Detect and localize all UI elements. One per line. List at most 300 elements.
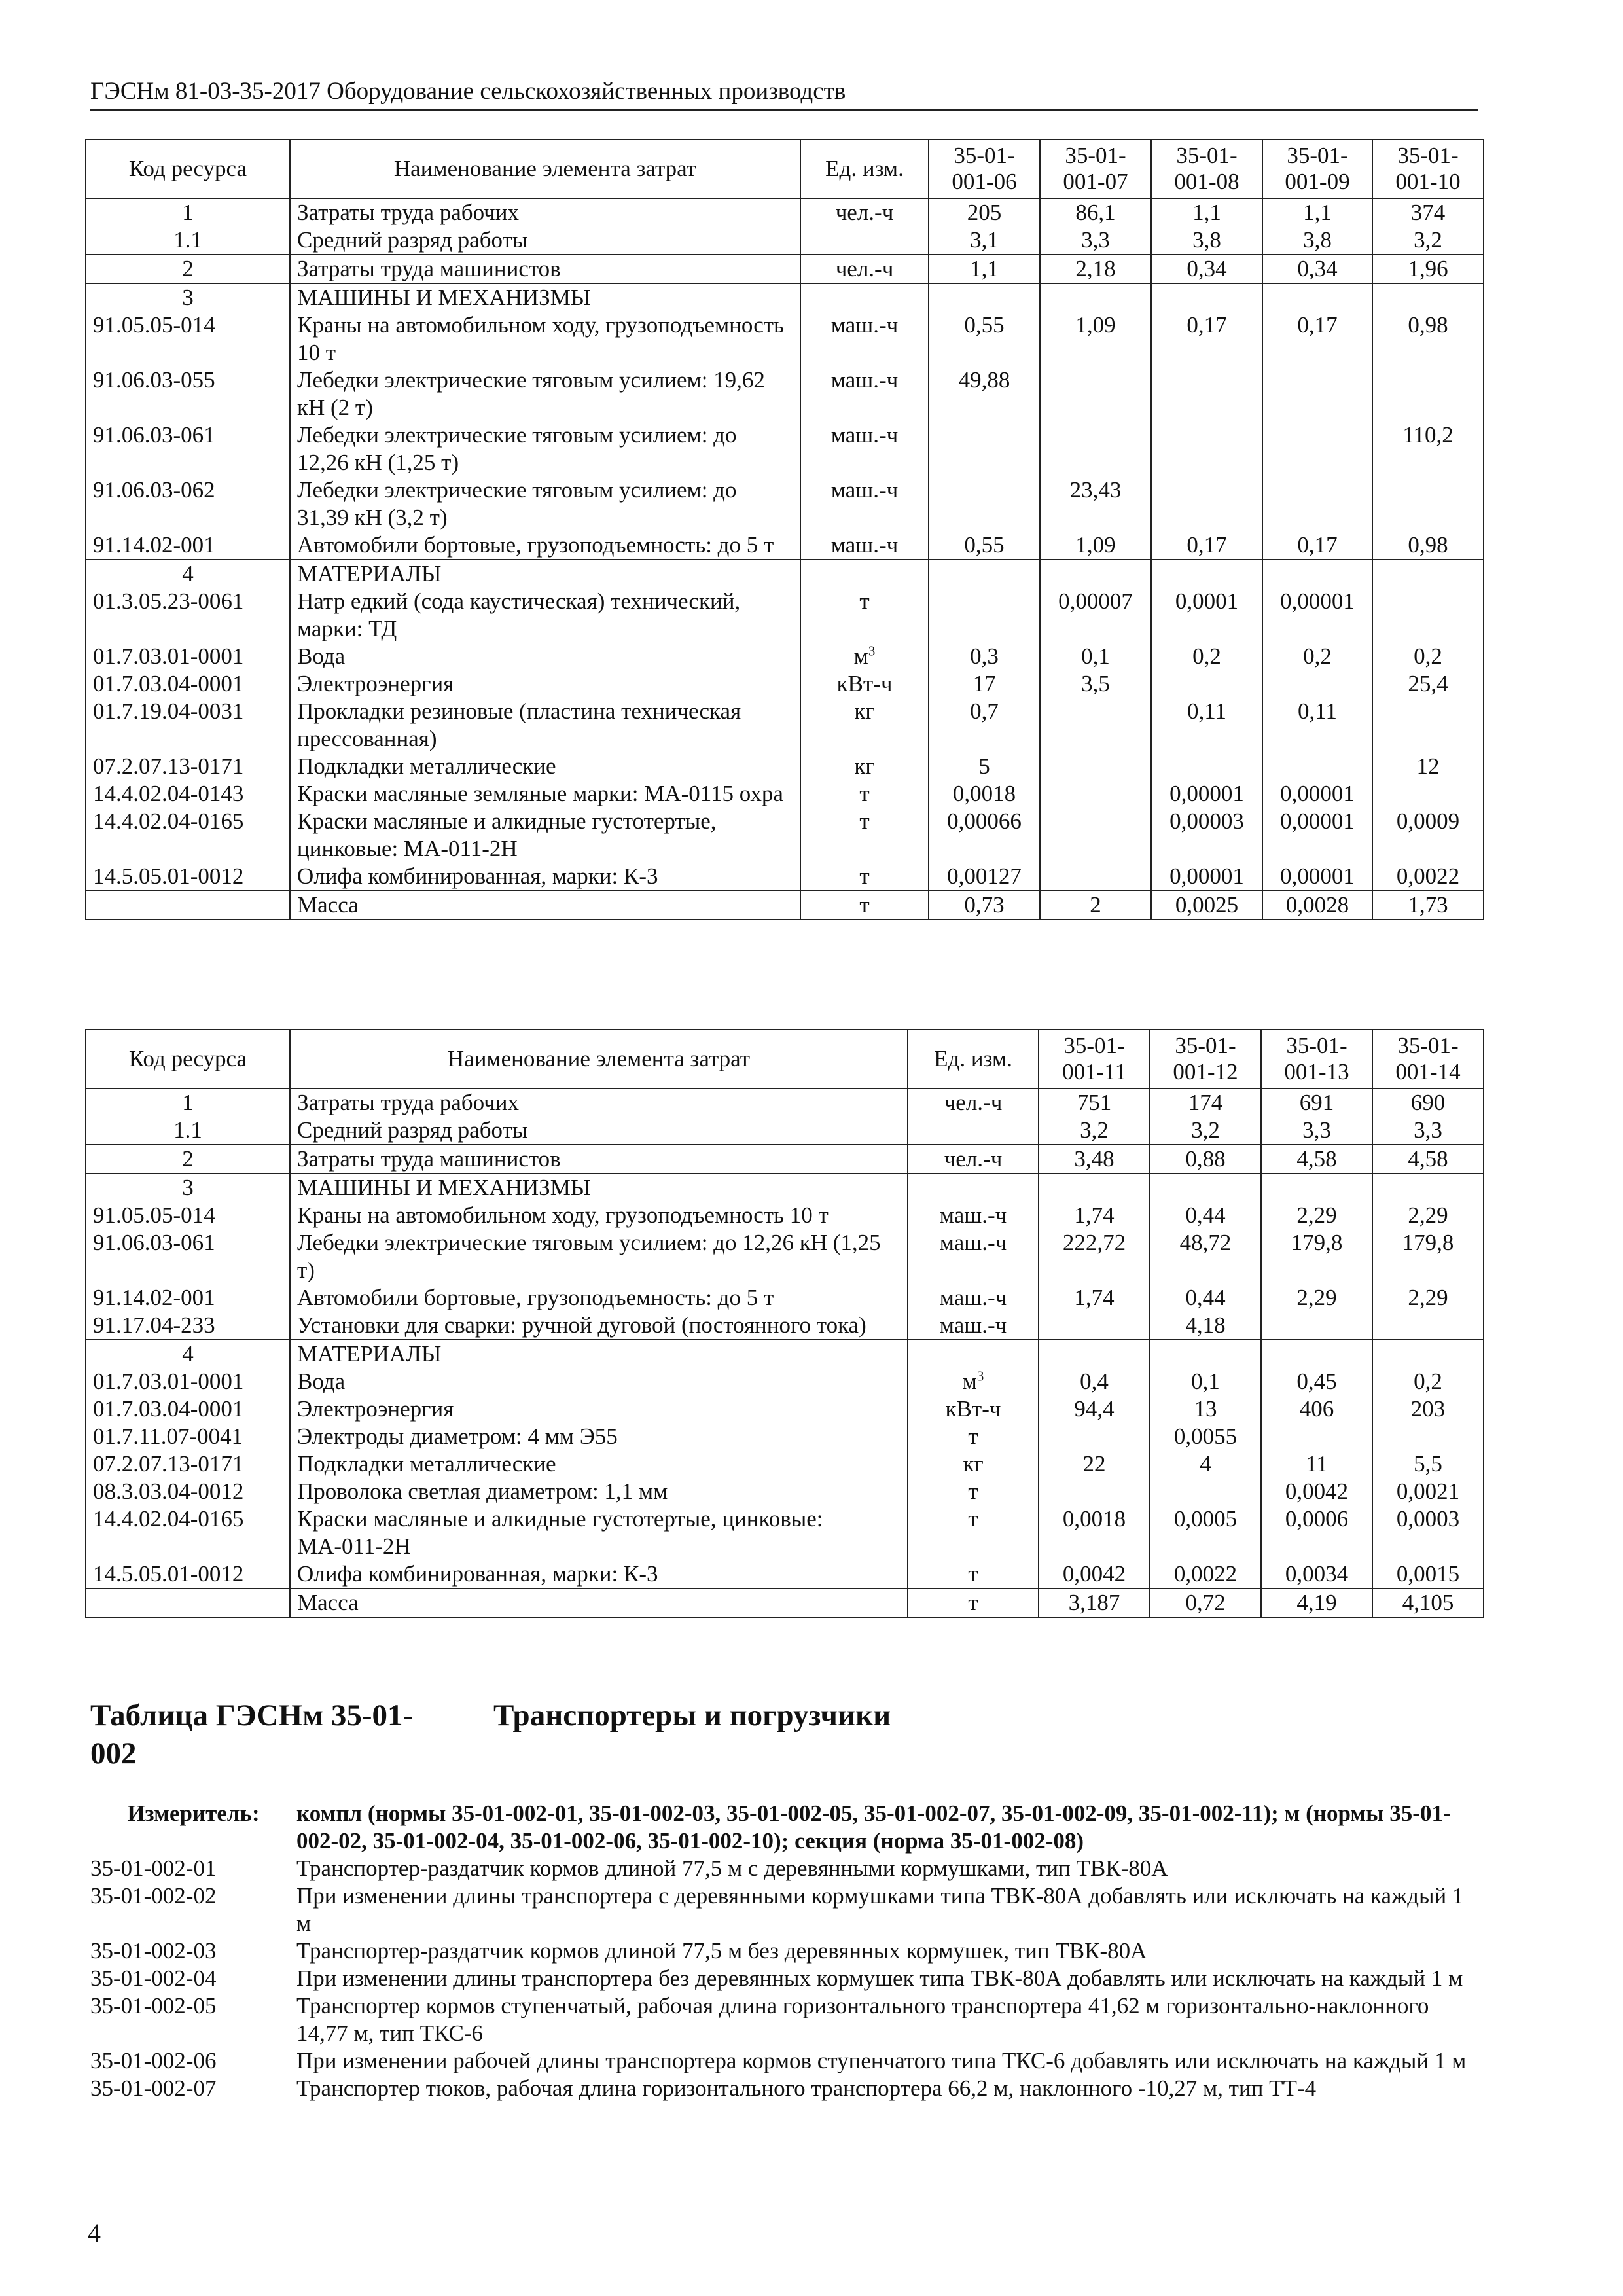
resource-name: Масса <box>290 1588 908 1617</box>
section-table-number: Таблица ГЭСНм 35-01- 002 <box>90 1698 414 1770</box>
norm-value: 751 <box>1039 1088 1150 1117</box>
norm-value: 0,17 <box>1151 312 1262 367</box>
norm-value <box>929 283 1040 312</box>
table-row <box>86 531 1484 560</box>
norm-value: 0,17 <box>1262 312 1372 367</box>
resource-code: 2 <box>86 1145 290 1174</box>
norm-value: 1,1 <box>929 255 1040 283</box>
norm-value: 0,00127 <box>929 863 1040 891</box>
norm-value: 0,00001 <box>1151 780 1262 808</box>
table-row <box>86 1284 1484 1312</box>
table-row <box>86 1588 1484 1617</box>
norm-value <box>1372 283 1484 312</box>
table-row <box>86 1229 1484 1284</box>
norm-value: 0,98 <box>1372 531 1484 560</box>
resource-unit: маш.-ч <box>908 1312 1039 1340</box>
norm-value <box>1040 863 1151 891</box>
norm-value: 3,48 <box>1039 1145 1150 1174</box>
table-row <box>86 1117 1484 1145</box>
measure-text: компл (нормы 35-01-002-01, 35-01-002-03, 35-01-002-05, 35-01-002-07, 35-01-002-09, 35-01-002-11); м (нормы 35-01-002-02, 35-01-002-04, 35-01-002-06, 35-01-002-10); секция (норма 35-01-002-08) <box>296 1801 1451 1854</box>
norm-value <box>1040 698 1151 753</box>
resource-code <box>86 891 290 920</box>
resource-unit: кг <box>800 753 929 780</box>
norm-value <box>929 588 1040 643</box>
norm-value: 1,96 <box>1372 255 1484 283</box>
norm-value: 2,29 <box>1261 1202 1372 1229</box>
norm-value: 0,00001 <box>1262 863 1372 891</box>
table-row <box>86 312 1484 367</box>
norm-value: 3,3 <box>1261 1117 1372 1145</box>
norm-value <box>1151 476 1262 531</box>
norm-value: 17 <box>929 670 1040 698</box>
norm-value: 0,2 <box>1372 643 1484 670</box>
resource-code: 14.4.02.04-0165 <box>86 808 290 863</box>
table-row <box>86 808 1484 863</box>
resource-unit <box>908 1174 1039 1202</box>
norm-code: 35-01-002-03 <box>90 1938 217 1964</box>
resource-name: Затраты труда машинистов <box>290 255 800 283</box>
norm-value <box>1151 422 1262 476</box>
resource-name: Лебедки электрические тяговым усилием: 19,62 кН (2 т) <box>290 367 800 422</box>
header-norm: 35-01- 001-10 <box>1372 139 1484 198</box>
header-code: Код ресурса <box>86 1030 290 1088</box>
norm-value: 0,0006 <box>1261 1505 1372 1560</box>
page-number: 4 <box>88 2218 101 2248</box>
resource-unit <box>908 1117 1039 1145</box>
resource-name: Подкладки металлические <box>290 1450 908 1478</box>
norm-value: 3,8 <box>1151 226 1262 255</box>
table-row <box>86 753 1484 780</box>
norm-description: При изменении рабочей длины транспортера кормов ступенчатого типа ТКС-6 добавлять или исключать на каждый 1 м <box>296 2048 1467 2073</box>
table-row <box>86 1174 1484 1202</box>
norm-code: 35-01-002-07 <box>90 2075 217 2101</box>
resource-name: Краски масляные земляные марки: МА-0115 охра <box>290 780 800 808</box>
norm-value <box>1261 1312 1372 1340</box>
norm-value: 205 <box>929 198 1040 226</box>
norm-value <box>1372 1174 1484 1202</box>
norm-code: 35-01-002-04 <box>90 1965 217 1991</box>
resource-unit: кВт-ч <box>908 1395 1039 1423</box>
norm-value <box>1372 1340 1484 1368</box>
norm-value <box>1039 1312 1150 1340</box>
norm-description: При изменении длины транспортера без деревянных кормушек типа ТВК-80А добавлять или исключать на каждый 1 м <box>296 1965 1463 1991</box>
table-row <box>86 476 1484 531</box>
norm-value: 1,09 <box>1040 312 1151 367</box>
resource-unit: т <box>800 863 929 891</box>
norm-value: 49,88 <box>929 367 1040 422</box>
norm-value: 1,74 <box>1039 1284 1150 1312</box>
header-norm: 35-01- 001-06 <box>929 139 1040 198</box>
resource-unit: $м^3$ <box>800 643 929 670</box>
resource-name: Установки для сварки: ручной дуговой (постоянного тока) <box>290 1312 908 1340</box>
norm-value: 4,58 <box>1372 1145 1484 1174</box>
norm-value: 4,105 <box>1372 1588 1484 1617</box>
norm-value: 0,00001 <box>1262 588 1372 643</box>
resource-code: 07.2.07.13-0171 <box>86 753 290 780</box>
norm-value <box>1040 422 1151 476</box>
norm-value: 0,0034 <box>1261 1560 1372 1588</box>
norm-value: 0,11 <box>1262 698 1372 753</box>
norm-value: 0,2 <box>1262 643 1372 670</box>
resource-code: 3 <box>86 283 290 312</box>
norm-value: 3,3 <box>1040 226 1151 255</box>
norm-value: 1,09 <box>1040 531 1151 560</box>
norm-value: 0,34 <box>1151 255 1262 283</box>
table-row <box>86 1368 1484 1395</box>
norm-value: 0,72 <box>1150 1588 1261 1617</box>
header-norm: 35-01- 001-09 <box>1262 139 1372 198</box>
norm-value <box>929 422 1040 476</box>
norm-value <box>1151 367 1262 422</box>
resource-code: 1 <box>86 198 290 226</box>
resource-unit: маш.-ч <box>908 1229 1039 1284</box>
resource-unit: маш.-ч <box>908 1284 1039 1312</box>
table-row <box>86 863 1484 891</box>
resource-name: Автомобили бортовые, грузоподъемность: до 5 т <box>290 1284 908 1312</box>
norm-value <box>1040 808 1151 863</box>
norm-value: 0,0022 <box>1150 1560 1261 1588</box>
norm-value: 2,29 <box>1372 1202 1484 1229</box>
norm-item <box>90 2075 1478 2102</box>
norm-value <box>1150 1174 1261 1202</box>
table-row <box>86 1505 1484 1560</box>
resource-unit: т <box>908 1478 1039 1505</box>
resource-unit: маш.-ч <box>800 476 929 531</box>
resource-name: Электроды диаметром: 4 мм Э55 <box>290 1423 908 1450</box>
norm-value: 3,2 <box>1039 1117 1150 1145</box>
resource-code: 1 <box>86 1088 290 1117</box>
resource-unit: кг <box>800 698 929 753</box>
norm-description: Транспортер кормов ступенчатый, рабочая длина горизонтального транспортера 41,62 м горизонтально-наклонного 14,77 м, тип ТКС-6 <box>296 1993 1429 2046</box>
norm-value <box>1261 1174 1372 1202</box>
resource-code: 2 <box>86 255 290 283</box>
resource-unit <box>908 1340 1039 1368</box>
table-row <box>86 643 1484 670</box>
norm-value: 0,0003 <box>1372 1505 1484 1560</box>
resource-unit: т <box>908 1423 1039 1450</box>
norm-item <box>90 1965 1478 1992</box>
norm-value <box>1372 698 1484 753</box>
norm-value: 2,29 <box>1372 1284 1484 1312</box>
table-header-row <box>86 139 1484 198</box>
resource-unit: т <box>908 1505 1039 1560</box>
norm-value <box>929 560 1040 588</box>
resource-code: 4 <box>86 1340 290 1368</box>
norm-item <box>90 1882 1478 1937</box>
norm-value <box>1151 753 1262 780</box>
norm-value: 13 <box>1150 1395 1261 1423</box>
norm-value <box>1262 476 1372 531</box>
norm-value <box>1040 753 1151 780</box>
norm-value: 0,17 <box>1262 531 1372 560</box>
norm-value: 5 <box>929 753 1040 780</box>
norm-value: 0,0022 <box>1372 863 1484 891</box>
resource-name: Лебедки электрические тяговым усилием: до 12,26 кН (1,25 т) <box>290 1229 908 1284</box>
norm-value: 0,98 <box>1372 312 1484 367</box>
norm-value <box>1262 670 1372 698</box>
norm-value: 691 <box>1261 1088 1372 1117</box>
norm-value <box>1039 1340 1150 1368</box>
norm-value: 4,18 <box>1150 1312 1261 1340</box>
norm-value: 0,0018 <box>929 780 1040 808</box>
norm-value: 3,3 <box>1372 1117 1484 1145</box>
resource-code: 07.2.07.13-0171 <box>86 1450 290 1478</box>
norm-value: 0,00003 <box>1151 808 1262 863</box>
norm-value: 3,2 <box>1150 1117 1261 1145</box>
resource-unit: маш.-ч <box>908 1202 1039 1229</box>
norm-description: Транспортер-раздатчик кормов длиной 77,5 м с деревянными кормушками, тип ТВК-80А <box>296 1856 1168 1881</box>
table-row <box>86 226 1484 255</box>
resource-unit: $м^3$ <box>908 1368 1039 1395</box>
norm-value <box>1372 476 1484 531</box>
header-unit: Ед. изм. <box>908 1030 1039 1088</box>
table-row <box>86 1423 1484 1450</box>
resource-unit: маш.-ч <box>800 422 929 476</box>
norm-value <box>1040 560 1151 588</box>
resource-name: Электроэнергия <box>290 670 800 698</box>
resource-unit: т <box>800 891 929 920</box>
resource-code: 91.06.03-061 <box>86 422 290 476</box>
norm-value: 4 <box>1150 1450 1261 1478</box>
norm-value: 2,29 <box>1261 1284 1372 1312</box>
norm-value: 110,2 <box>1372 422 1484 476</box>
norm-value: 0,0055 <box>1150 1423 1261 1450</box>
norm-value: 203 <box>1372 1395 1484 1423</box>
resource-code: 91.06.03-055 <box>86 367 290 422</box>
table-row <box>86 698 1484 753</box>
norm-value: 0,45 <box>1261 1368 1372 1395</box>
norm-value: 0,0009 <box>1372 808 1484 863</box>
resource-unit: маш.-ч <box>800 312 929 367</box>
section-table-name: Транспортеры и погрузчики <box>493 1698 891 1732</box>
norm-value <box>1151 283 1262 312</box>
norm-value <box>1372 1312 1484 1340</box>
table-row <box>86 1145 1484 1174</box>
table-row <box>86 780 1484 808</box>
norm-item <box>90 1937 1478 1965</box>
norm-value: 0,34 <box>1262 255 1372 283</box>
table-row <box>86 283 1484 312</box>
resource-unit: маш.-ч <box>800 367 929 422</box>
resource-table-1 <box>85 139 1484 920</box>
norms-list <box>90 1800 1478 2102</box>
resource-code: 4 <box>86 560 290 588</box>
resource-code: 14.4.02.04-0165 <box>86 1505 290 1560</box>
measure-label: Измеритель: <box>127 1801 260 1826</box>
resource-unit <box>800 226 929 255</box>
norm-value: 3,8 <box>1262 226 1372 255</box>
norm-value: 0,0001 <box>1151 588 1262 643</box>
table-row <box>86 1312 1484 1340</box>
resource-unit: чел.-ч <box>800 198 929 226</box>
resource-code: 14.4.02.04-0143 <box>86 780 290 808</box>
norm-value: 374 <box>1372 198 1484 226</box>
resource-unit <box>800 283 929 312</box>
resource-name: Лебедки электрические тяговым усилием: до 31,39 кН (3,2 т) <box>290 476 800 531</box>
resource-code: 1.1 <box>86 1117 290 1145</box>
norm-value: 0,00001 <box>1262 780 1372 808</box>
norm-value: 0,88 <box>1150 1145 1261 1174</box>
resource-unit: т <box>800 808 929 863</box>
norm-value <box>1372 560 1484 588</box>
norm-code: 35-01-002-02 <box>90 1883 217 1909</box>
resource-code: 01.7.19.04-0031 <box>86 698 290 753</box>
norm-value: 0,00001 <box>1151 863 1262 891</box>
norm-value <box>1151 560 1262 588</box>
resource-unit: т <box>800 588 929 643</box>
norm-value: 4,19 <box>1261 1588 1372 1617</box>
header-norm: 35-01- 001-13 <box>1261 1030 1372 1088</box>
norm-code: 35-01-002-05 <box>90 1993 217 2018</box>
norm-value: 0,0042 <box>1261 1478 1372 1505</box>
norm-value: 0,0021 <box>1372 1478 1484 1505</box>
norm-value: 0,0028 <box>1262 891 1372 920</box>
header-norm: 35-01- 001-14 <box>1372 1030 1484 1088</box>
norm-value: 0,0015 <box>1372 1560 1484 1588</box>
table-row <box>86 422 1484 476</box>
norm-value: 0,1 <box>1150 1368 1261 1395</box>
table-row <box>86 1088 1484 1117</box>
resource-unit <box>800 560 929 588</box>
resource-code: 14.5.05.01-0012 <box>86 863 290 891</box>
norm-value: 11 <box>1261 1450 1372 1478</box>
resource-unit: т <box>800 780 929 808</box>
table-row <box>86 560 1484 588</box>
resource-name: Краски масляные и алкидные густотертые, цинковые: МА-011-2Н <box>290 808 800 863</box>
resource-unit: чел.-ч <box>908 1088 1039 1117</box>
norm-value: 406 <box>1261 1395 1372 1423</box>
resource-name: Затраты труда рабочих <box>290 198 800 226</box>
norm-value: 3,187 <box>1039 1588 1150 1617</box>
norm-value: 0,2 <box>1151 643 1262 670</box>
resource-code: 91.05.05-014 <box>86 312 290 367</box>
norm-value <box>1372 588 1484 643</box>
norm-value: 0,3 <box>929 643 1040 670</box>
norm-value <box>1040 780 1151 808</box>
norm-value: 5,5 <box>1372 1450 1484 1478</box>
norm-value: 25,4 <box>1372 670 1484 698</box>
resource-unit: кг <box>908 1450 1039 1478</box>
norm-value: 94,4 <box>1039 1395 1150 1423</box>
norm-value: 4,58 <box>1261 1145 1372 1174</box>
norm-value: 0,1 <box>1040 643 1151 670</box>
resource-code: 01.7.11.07-0041 <box>86 1423 290 1450</box>
norm-value <box>1372 367 1484 422</box>
norm-value: 23,43 <box>1040 476 1151 531</box>
norm-code: 35-01-002-01 <box>90 1856 217 1881</box>
norm-value <box>1039 1423 1150 1450</box>
norm-description: Транспортер-раздатчик кормов длиной 77,5 м без деревянных кормушек, тип ТВК-80А <box>296 1938 1147 1964</box>
header-norm: 35-01- 001-07 <box>1040 139 1151 198</box>
resource-name: МАШИНЫ И МЕХАНИЗМЫ <box>290 1174 908 1202</box>
resource-name: Затраты труда рабочих <box>290 1088 908 1117</box>
resource-unit: т <box>908 1560 1039 1588</box>
resource-name: Средний разряд работы <box>290 226 800 255</box>
header-code: Код ресурса <box>86 139 290 198</box>
norm-value <box>1040 367 1151 422</box>
table-row <box>86 1560 1484 1588</box>
resource-name: Вода <box>290 643 800 670</box>
resource-code: 91.14.02-001 <box>86 531 290 560</box>
resource-name: Электроэнергия <box>290 1395 908 1423</box>
norm-item <box>90 1992 1478 2047</box>
norm-value: 1,1 <box>1151 198 1262 226</box>
norm-value <box>1150 1478 1261 1505</box>
norm-value: 0,00007 <box>1040 588 1151 643</box>
resource-name: Натр едкий (сода каустическая) технический, марки: ТД <box>290 588 800 643</box>
resource-name: Вода <box>290 1368 908 1395</box>
norm-value: 690 <box>1372 1088 1484 1117</box>
table-row <box>86 670 1484 698</box>
resource-unit: чел.-ч <box>908 1145 1039 1174</box>
norm-value <box>1151 670 1262 698</box>
norm-value: 222,72 <box>1039 1229 1150 1284</box>
norm-value <box>1262 283 1372 312</box>
table-row <box>86 1202 1484 1229</box>
resource-code: 01.3.05.23-0061 <box>86 588 290 643</box>
header-name: Наименование элемента затрат <box>290 1030 908 1088</box>
resource-name: Подкладки металлические <box>290 753 800 780</box>
norm-value: 2 <box>1040 891 1151 920</box>
norm-value: 0,0018 <box>1039 1505 1150 1560</box>
norm-value <box>1262 753 1372 780</box>
norm-value <box>1039 1478 1150 1505</box>
resource-unit: т <box>908 1588 1039 1617</box>
norm-value: 12 <box>1372 753 1484 780</box>
resource-name: Краски масляные и алкидные густотертые, цинковые: МА-011-2Н <box>290 1505 908 1560</box>
norm-value: 1,74 <box>1039 1202 1150 1229</box>
resource-name: Олифа комбинированная, марки: К-3 <box>290 863 800 891</box>
norm-value: 179,8 <box>1261 1229 1372 1284</box>
resource-name: Лебедки электрические тяговым усилием: до 12,26 кН (1,25 т) <box>290 422 800 476</box>
table-header-row <box>86 1030 1484 1088</box>
norm-value: 3,1 <box>929 226 1040 255</box>
norm-value <box>1150 1340 1261 1368</box>
resource-code <box>86 1588 290 1617</box>
resource-name: Масса <box>290 891 800 920</box>
resource-code: 01.7.03.01-0001 <box>86 643 290 670</box>
resource-name: Средний разряд работы <box>290 1117 908 1145</box>
norm-value <box>1039 1174 1150 1202</box>
norm-value: 0,55 <box>929 531 1040 560</box>
norm-value: 0,0005 <box>1150 1505 1261 1560</box>
norm-value: 0,73 <box>929 891 1040 920</box>
norm-value <box>1261 1340 1372 1368</box>
norm-value: 1,1 <box>1262 198 1372 226</box>
resource-unit: маш.-ч <box>800 531 929 560</box>
resource-code: 91.06.03-061 <box>86 1229 290 1284</box>
norm-item <box>90 2047 1478 2075</box>
resource-code: 08.3.03.04-0012 <box>86 1478 290 1505</box>
resource-name: Прокладки резиновые (пластина техническая прессованная) <box>290 698 800 753</box>
resource-name: Краны на автомобильном ходу, грузоподъемность 10 т <box>290 1202 908 1229</box>
norm-value <box>1261 1423 1372 1450</box>
resource-code: 01.7.03.04-0001 <box>86 670 290 698</box>
table-row <box>86 1395 1484 1423</box>
norm-value: 0,55 <box>929 312 1040 367</box>
resource-code: 14.5.05.01-0012 <box>86 1560 290 1588</box>
norm-value: 0,00066 <box>929 808 1040 863</box>
header-norm: 35-01- 001-12 <box>1150 1030 1261 1088</box>
norm-value: 174 <box>1150 1088 1261 1117</box>
table-row <box>86 891 1484 920</box>
norm-value: 22 <box>1039 1450 1150 1478</box>
norm-item <box>90 1855 1478 1882</box>
norm-value: 86,1 <box>1040 198 1151 226</box>
resource-name: Автомобили бортовые, грузоподъемность: до 5 т <box>290 531 800 560</box>
norm-value: 3,2 <box>1372 226 1484 255</box>
norm-value <box>1040 283 1151 312</box>
